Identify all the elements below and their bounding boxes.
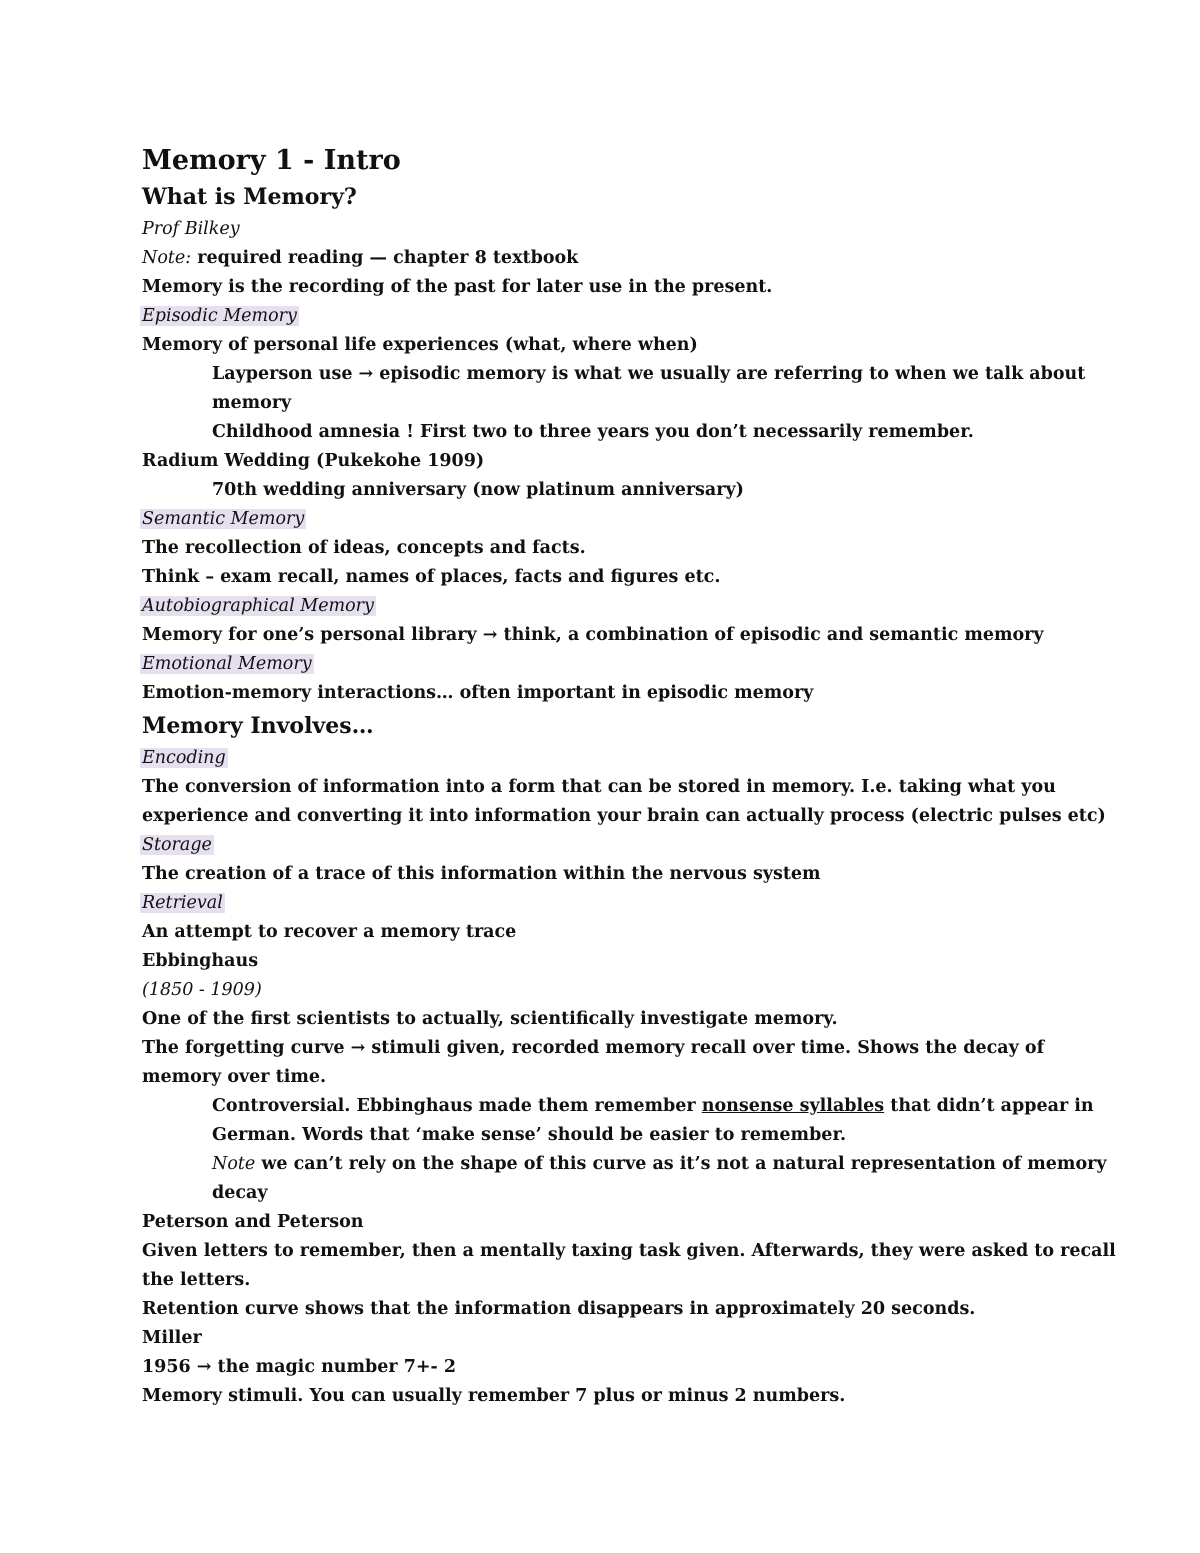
wedding-anniversary: 70th wedding anniversary (now platinum anniversary): [212, 480, 744, 500]
episodic-definition: Memory of personal life experiences (what, where when): [142, 335, 698, 355]
note-label: Note:: [142, 248, 192, 268]
semantic-think: Think – exam recall, names of places, facts and figures etc.: [142, 567, 721, 587]
ebbinghaus-heading: Ebbinghaus: [142, 951, 259, 971]
document-page: [142, 143, 1116, 1411]
encoding-definition-2: experience and converting it into information your brain can actually process (electric pulses etc): [142, 806, 1106, 826]
autobio-definition: Memory for one’s personal library → think, a combination of episodic and semantic memory: [142, 625, 1044, 645]
note-line: [142, 244, 1062, 273]
heading-what-is-memory: What is Memory?: [142, 184, 357, 210]
retrieval-label: Retrieval: [142, 893, 223, 913]
encoding-definition-1: The conversion of information into a form that can be stored in memory. I.e. taking what you: [142, 777, 1056, 797]
emotional-label-line: [142, 650, 1062, 679]
miller-magic-number: 1956 → the magic number 7+- 2: [142, 1357, 457, 1377]
encoding-label-line: [142, 744, 1062, 773]
forgetting-curve-2: memory over time.: [142, 1067, 327, 1087]
layperson-line-1: Layperson use → episodic memory is what we usually are referring to when we talk about: [212, 364, 1086, 384]
storage-label: Storage: [142, 835, 212, 855]
episodic-label: Episodic Memory: [142, 306, 297, 326]
controversial-text-a: Controversial. Ebbinghaus made them remember: [212, 1096, 702, 1116]
curve-note-text: we can’t rely on the shape of this curve as it’s not a natural representation of memory: [255, 1154, 1107, 1174]
episodic-label-line: [142, 302, 1062, 331]
curve-note-label: Note: [212, 1154, 256, 1174]
peterson-given-2: the letters.: [142, 1270, 251, 1290]
ebbinghaus-dates: (1850 - 1909): [142, 980, 262, 1000]
controversial-text-b: that didn’t appear in: [884, 1096, 1094, 1116]
radium-wedding: Radium Wedding (Pukekohe 1909): [142, 451, 485, 471]
retrieval-definition: An attempt to recover a memory trace: [142, 922, 517, 942]
storage-label-line: [142, 831, 1062, 860]
storage-definition: The creation of a trace of this information within the nervous system: [142, 864, 821, 884]
miller-heading: Miller: [142, 1328, 202, 1348]
page-title: Memory 1 - Intro: [142, 145, 401, 176]
autobio-label: Autobiographical Memory: [142, 596, 374, 616]
curve-note-line-2: decay: [212, 1183, 268, 1203]
peterson-retention: Retention curve shows that the information disappears in approximately 20 seconds.: [142, 1299, 976, 1319]
controversial-line-2: German. Words that ‘make sense’ should be easier to remember.: [212, 1125, 847, 1145]
curve-note-line-1: [142, 1150, 1107, 1179]
emotional-definition: Emotion-memory interactions… often important in episodic memory: [142, 683, 814, 703]
emotional-label: Emotional Memory: [142, 654, 312, 674]
layperson-line-2: memory: [212, 393, 292, 413]
semantic-label: Semantic Memory: [142, 509, 305, 529]
miller-stimuli: Memory stimuli. You can usually remember 7 plus or minus 2 numbers.: [142, 1386, 846, 1406]
childhood-amnesia: Childhood amnesia ! First two to three years you don’t necessarily remember.: [212, 422, 974, 442]
forgetting-curve-1: The forgetting curve → stimuli given, recorded memory recall over time. Shows the decay of: [142, 1038, 1045, 1058]
memory-definition: Memory is the recording of the past for later use in the present.: [142, 277, 773, 297]
peterson-given-1: Given letters to remember, then a mentally taxing task given. Afterwards, they were asked to recall: [142, 1241, 1116, 1261]
heading-memory-involves: Memory Involves…: [142, 713, 374, 739]
ebbinghaus-first: One of the first scientists to actually, scientifically investigate memory.: [142, 1009, 838, 1029]
professor-name: Prof Bilkey: [142, 219, 240, 239]
note-text: required reading — chapter 8 textbook: [191, 248, 579, 268]
semantic-label-line: [142, 505, 1062, 534]
retrieval-label-line: [142, 889, 1062, 918]
autobio-label-line: [142, 592, 1062, 621]
nonsense-syllables: nonsense syllables: [701, 1096, 885, 1116]
controversial-line-1: [142, 1092, 1094, 1121]
encoding-label: Encoding: [142, 748, 226, 768]
peterson-heading: Peterson and Peterson: [142, 1212, 364, 1232]
semantic-definition: The recollection of ideas, concepts and facts.: [142, 538, 586, 558]
